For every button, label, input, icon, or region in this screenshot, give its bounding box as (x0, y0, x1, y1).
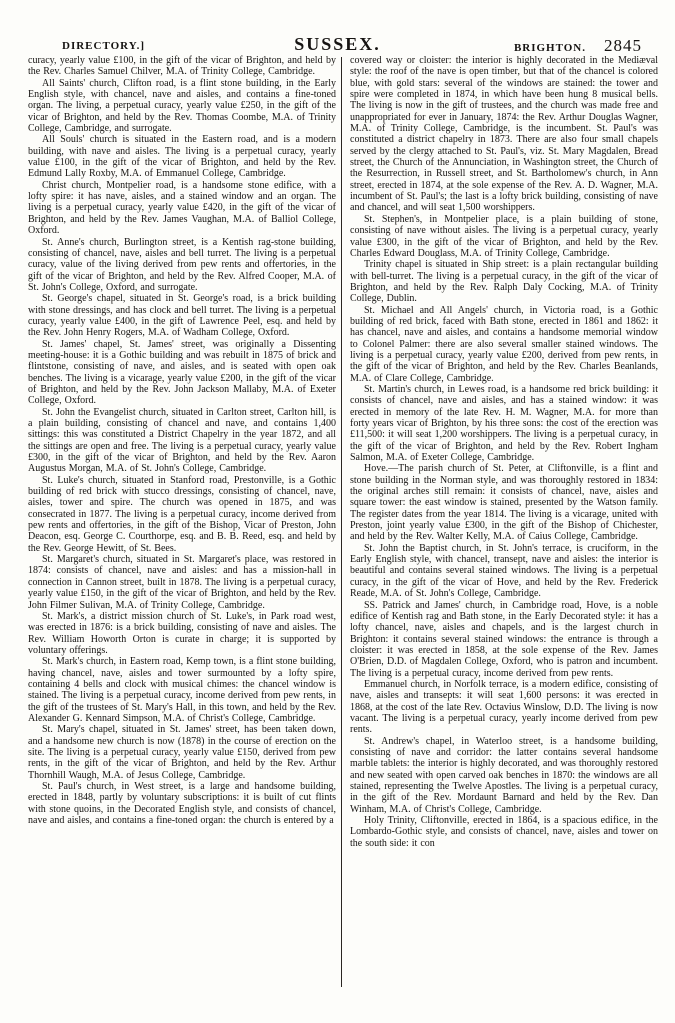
paragraph: St. Mary's chapel, situated in St. James' street, has been taken down, and a handsome new church is now (1878) in the course of erection on the site. The living is a perpetual curacy, yearly value £150, derived from pew rents, in the gift of the vicar of Brighton, and held by the Rev. Arthur Thornhill Waugh, M.A. of Jesus College, Cambridge. (28, 724, 336, 781)
paragraph: St. Mark's church, in Eastern road, Kemp town, is a flint stone building, having chancel, nave, aisles and tower surmounted by a lofty spire, containing 4 bells and clock with musical chimes: the chancel window is stained. The living is a perpetual curacy, income derived from pew rents, in the gift of the trustees of St. Mary's Hall, in this town, and held by the Rev. Alexander G. Kennard Simpson, M.A. of Christ's College, Cambridge. (28, 656, 336, 724)
column-divider-rule (341, 57, 342, 987)
running-head (0, 34, 675, 56)
paragraph: St. Mark's, a district mission church of St. Luke's, in Park road west, was erected in 1876: is a brick building, consisting of nave and aisles. The Rev. William Howorth Orton is curate in charge; it is supported by voluntary offerings. (28, 610, 336, 656)
paragraph: Holy Trinity, Cliftonville, erected in 1864, is a spacious edifice, in the Lombardo-Gothic style, and consists of chancel, nave, aisles and tower on the south side: it con (350, 815, 658, 849)
paragraph: Christ church, Montpelier road, is a handsome stone edifice, with a lofty spire: it has nave, aisles, and a stained window and an organ. The living is a perpetual curacy, yearly value £420, in the gift of the vicar of Brighton, and held by the Rev. James Vaughan, M.A. of Balliol College, Oxford. (28, 179, 336, 237)
right-column (350, 55, 658, 989)
paragraph: SS. Patrick and James' church, in Cambridge road, Hove, is a noble edifice of Kentish rag and Bath stone, in the Early Decorated style: it has a lofty chancel, nave, aisles and chapels, and is the largest church in Brighton: it contains several stained windows: the entrance is through a cloister: it was erected in 1858, at the sole expense of the Rev. James O'Brien, D.D. of Magdalen College, Oxford, who is patron and incumbent. The living is a perpetual curacy, income derived from pew rents. (350, 599, 658, 679)
paragraph: Trinity chapel is situated in Ship street: is a plain rectangular building with bell-turret. The living is a perpetual curacy, in the gift of the vicar of Brighton, and held by the Rev. Ralph Daly Cocking, M.A. of Trinity College, Dublin. (350, 259, 658, 305)
paragraph: St. Andrew's chapel, in Waterloo street, is a handsome building, consisting of nave and corridor: the latter contains several handsome marble tablets: the interior is highly decorated, and was thoroughly restored and new seated with open carved oak benches in 1870: the windows are all stained, representing the Twelve Apostles. The living is a perpetual curacy, in the gift of the Rev. Mordaunt Barnard and held by the Rev. Dan Winham, M.A. of Christ's College, Cambridge. (350, 735, 658, 815)
left-column (28, 55, 336, 989)
paragraph: All Saints' church, Clifton road, is a flint stone building, in the Early English style, with chancel, nave and aisles, and contains a fine-toned organ. The living, a perpetual curacy, yearly value £250, in the gift of the vicar of Brighton, and held by the Rev. Thomas Coombe, M.A. of Trinity College, Cambridge, and surrogate. (28, 77, 336, 135)
paragraph: St. Anne's church, Burlington street, is a Kentish rag-stone building, consisting of chancel, nave, aisles and bell turret. The living is a perpetual curacy, value of the living derived from pew rents and offertories, in the gift of the vicar of Brighton, and held by the Rev. Alfred Cooper, M.A. of St. John's College, Oxford, and surrogate. (28, 236, 336, 293)
paragraph: St. Stephen's, in Montpelier place, is a plain building of stone, consisting of nave without aisles. The living is a perpetual curacy, yearly value £300, in the gift of the vicar of Brighton, and held by the Rev. Charles Edward Douglass, M.A. of Trinity College, Cambridge. (350, 213, 658, 259)
page-header-right (514, 36, 642, 56)
page-title: SUSSEX. (294, 34, 381, 54)
paragraph: St. Martin's church, in Lewes road, is a handsome red brick building: it consists of chancel, nave and aisles, and has a stained window: it was erected in memory of the late Rev. H. M. Wagner, M.A. for more than forty years vicar of Brighton, by his three sons: the cost of the erection was £11,500: it will seat 1,200 worshippers. The living is a perpetual curacy, in the gift of the vicar of Brighton, and held by the Rev. Robert Ingham Salmon, M.A. of Exeter College, Cambridge. (350, 383, 658, 464)
paragraph: Emmanuel church, in Norfolk terrace, is a modern edifice, consisting of nave, aisles and transepts: it will seat 1,600 persons: it was erected in 1868, at the cost of the late Rev. Octavius Winslow, D.D. The living is now vacant. The living is a perpetual curacy, yearly income derived from pew rents. (350, 678, 658, 736)
paragraph: St. Luke's church, situated in Stanford road, Prestonville, is a Gothic building of red brick with stucco dressings, consisting of chancel, nave, aisles, tower and spire. The church was opened in 1875, and was consecrated in 1877. The living is a perpetual curacy, income derived from pew rents and offertories, in the gift of the Bishop, Vicar of Preston, John Deacon, esq. George C. Courthorpe, esq. and B. B. Reed, esq. and held by the Rev. George Hewitt, of St. Bees. (28, 474, 336, 554)
paragraph: St. Michael and All Angels' church, in Victoria road, is a Gothic building of red brick, faced with Bath stone, erected in 1861 and 1862: it has chancel, nave and aisles, and contains a handsome memorial window to Colonel Palmer: there are also several smaller stained windows. The living is a perpetual curacy, yearly value £200, derived from pew rents, in the gift of the vicar of Brighton, and held by the Rev. Charles Beanlands, M.A. of Clare College, Cambridge. (350, 304, 658, 384)
paragraph: covered way or cloister: the interior is highly decorated in the Mediæval style: the roof of the nave is open timber, but that of the chancel is colored blue, with gold stars: several of the windows are stained: the tower and spire were completed in 1874, in which have been hung 8 musical bells. The living is now in the gift of trustees, and the church was made free and unappropriated for ever in January, 1874: the Rev. Arthur Douglas Wagner, M.A. of Trinity College, Cambridge, is the incumbent. St. Paul's was constituted a district chapelry in 1873. There are also four small chapels served by the clergy attached to St. Paul's, viz. St. Mary Magdalen, Bread street, the Church of the Annunciation, in Washington street, the Church of the Resurrection, in Russell street, and St. Bartholomew's church, in Ann street, erected in 1874, at the sole expense of the Rev. A. D. Wagner, M.A. incumbent of St. Paul's; the last is a lofty brick building, consisting of nave and chancel, and will seat 1,500 worshippers. (350, 55, 658, 214)
paragraph: St. Margaret's church, situated in St. Margaret's place, was restored in 1874: consists of chancel, nave and aisles: and has a mission-hall in connection in Cannon street, built in 1878. The living is a perpetual curacy, yearly value £150, in the gift of the vicar of Brighton, and held by the Rev. John Filmer Sulivan, M.A. of Trinity College, Cambridge. (28, 554, 336, 611)
paragraph: St. John the Evangelist church, situated in Carlton street, Carlton hill, is a plain building, consisting of chancel and nave, and contains 1,400 sittings: this was constituted a District Chapelry in the year 1872, and all the sittings are open and free. The living is a perpetual curacy, yearly value £300, in the gift of the vicar of Brighton, and held by the Rev. Aaron Augustus Morgan, M.A. of St. John's College, Cambridge. (28, 406, 336, 475)
directory-label: DIRECTORY.] (62, 40, 146, 52)
paragraph: Hove.—The parish church of St. Peter, at Cliftonville, is a flint and stone building in the Norman style, and was thoroughly restored in 1834: the original arches still remain: it consists of chancel, nave, aisles and square tower: the east window is stained, presented by the Watson family. The register dates from the year 1814. The living is a vicarage, united with Preston, joint yearly value £300, in the gift of the Bishop of Chichester, and held by the Rev. Walter Kelly, M.A. of Caius College, Cambridge. (350, 463, 658, 543)
paragraph: St. John the Baptist church, in St. John's terrace, is cruciform, in the Early English style, with chancel, transept, nave and aisles: the interior is beautiful and contains several stained windows. The living is a perpetual curacy, in the gift of the vicar of Hove, and held by the Rev. Frederick Reade, M.A. of St. John's College, Cambridge. (350, 542, 658, 600)
paragraph: St. James' chapel, St. James' street, was originally a Dissenting meeting-house: it is a Gothic building and was rebuilt in 1875 of brick and flintstone, consisting of nave, and aisles, and is seated with open oak benches. The living is a vicarage, yearly value £200, in the gift of the vicar of Brighton, and held by the Rev. John Jackson Mallaby, M.A. of Exeter College, Oxford. (28, 338, 336, 407)
paragraph: St. George's chapel, situated in St. George's road, is a brick building with stone dressings, and has clock and bell turret. The living is a perpetual curacy, yearly value £400, in the gift of Lawrence Peel, esq. and held by the Rev. John Henry Rogers, M.A. of Wadham College, Oxford. (28, 293, 336, 339)
text-body (0, 55, 675, 989)
paragraph: St. Paul's church, in West street, is a large and handsome building, erected in 1848, partly by voluntary subscriptions: it is built of cut flints with stone quoins, in the Decorated English style, and consists of chancel, nave and aisles, and contains a fine-toned organ: the church is entered by a (28, 781, 336, 827)
page-number: 2845 (604, 36, 642, 55)
paragraph: curacy, yearly value £100, in the gift of the vicar of Brighton, and held by the Rev. Charles Samuel Chilver, M.A. of Trinity College, Cambridge. (28, 55, 336, 78)
place-label: BRIGHTON. (513, 42, 586, 54)
paragraph: All Souls' church is situated in the Eastern road, and is a modern building, with nave and aisles. The living is a perpetual curacy, yearly value £100, in the gift of the vicar of Brighton, and held by the Rev. Edmund Lally Roxby, M.A. of Emmanuel College, Cambridge. (28, 134, 336, 180)
